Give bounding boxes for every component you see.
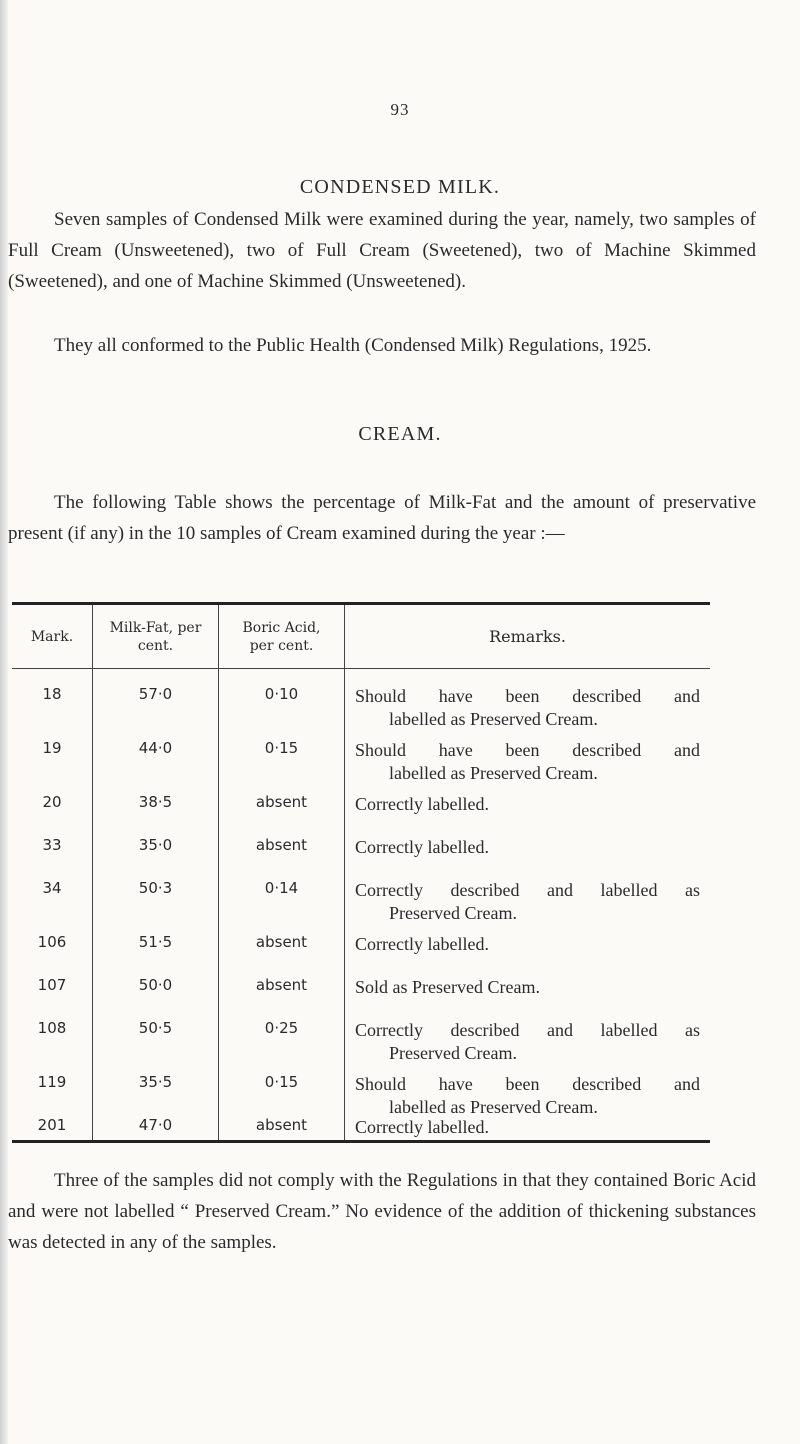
cell-boric-acid: 0·14 — [264, 879, 299, 897]
cell-milk-fat: 44·0 — [138, 739, 173, 757]
cell-boric-acid: 0·15 — [264, 1073, 299, 1091]
cell-milk-fat: 50·3 — [138, 879, 173, 897]
table-bottom-rule — [12, 1140, 710, 1143]
paragraph-regulations: They all conformed to the Public Health (Condensed Milk) Regulations, 1925. — [54, 335, 652, 356]
cell-boric-acid: absent — [255, 1116, 308, 1134]
cell-boric-acid: absent — [255, 933, 308, 951]
paragraph-condensed-milk-samples: Seven samples of Condensed Milk were examined during the year, namely, two samples of Full Cream (Unsweetened), two of Full Cream (Sweetened), two of Machine Skimmed (Sweetened), and one of Machine Skimmed (Unsweetened). — [8, 209, 756, 292]
cell-milk-fat: 38·5 — [138, 793, 173, 811]
cell-boric-acid: 0·25 — [264, 1019, 299, 1037]
header-boric-acid: Boric Acid, per cent. — [242, 619, 321, 654]
cell-remarks: Correctly labelled. — [355, 1117, 489, 1137]
cell-mark: 20 — [42, 793, 62, 811]
table-header-rule — [12, 668, 710, 669]
cell-remarks: Should have been described and labelled as Preserved Cream. — [355, 1074, 700, 1117]
cell-boric-acid: 0·10 — [264, 685, 299, 703]
cell-mark: 201 — [37, 1116, 67, 1134]
cell-mark: 34 — [42, 879, 62, 897]
cell-remarks: Correctly labelled. — [355, 794, 489, 814]
cell-milk-fat: 50·5 — [138, 1019, 173, 1037]
cell-mark: 119 — [37, 1073, 67, 1091]
cell-milk-fat: 35·0 — [138, 836, 173, 854]
cell-remarks: Correctly labelled. — [355, 934, 489, 954]
cell-mark: 108 — [37, 1019, 67, 1037]
header-remarks: Remarks. — [489, 626, 566, 646]
cell-remarks: Correctly described and labelled as Preserved Cream. — [355, 880, 700, 923]
cell-boric-acid: absent — [255, 793, 308, 811]
page-number: 93 — [390, 100, 410, 119]
cell-mark: 33 — [42, 836, 62, 854]
cell-milk-fat: 57·0 — [138, 685, 173, 703]
header-mark: Mark. — [30, 628, 74, 645]
header-milk-fat: Milk-Fat, per cent. — [109, 619, 202, 654]
cell-remarks: Should have been described and labelled as Preserved Cream. — [355, 740, 700, 783]
cell-remarks: Correctly labelled. — [355, 837, 489, 857]
paragraph-cream-intro: The following Table shows the percentage of Milk-Fat and the amount of preservative present (if any) in the 10 samples of Cream examined during the year :— — [8, 492, 756, 544]
paragraph-closing-summary: Three of the samples did not comply with the Regulations in that they contained Boric Acid and were not labelled “ Preserved Cream.” No evidence of the addition of thickening substances was detected in any of the samples. — [8, 1170, 756, 1253]
cell-boric-acid: absent — [255, 976, 308, 994]
cell-remarks: Should have been described and labelled as Preserved Cream. — [355, 686, 700, 729]
cell-mark: 107 — [37, 976, 67, 994]
cell-mark: 19 — [42, 739, 62, 757]
column-divider — [344, 605, 345, 1140]
cell-remarks: Correctly described and labelled as Preserved Cream. — [355, 1020, 700, 1063]
section-heading-cream: CREAM. — [358, 423, 442, 445]
cell-milk-fat: 50·0 — [138, 976, 173, 994]
cell-mark: 106 — [37, 933, 67, 951]
cell-milk-fat: 47·0 — [138, 1116, 173, 1134]
cell-milk-fat: 35·5 — [138, 1073, 173, 1091]
cell-boric-acid: absent — [255, 836, 308, 854]
cell-remarks: Sold as Preserved Cream. — [355, 977, 540, 997]
section-heading-condensed-milk: CONDENSED MILK. — [299, 176, 501, 198]
cream-table — [12, 602, 710, 1156]
cell-milk-fat: 51·5 — [138, 933, 173, 951]
cell-mark: 18 — [42, 685, 62, 703]
cell-boric-acid: 0·15 — [264, 739, 299, 757]
